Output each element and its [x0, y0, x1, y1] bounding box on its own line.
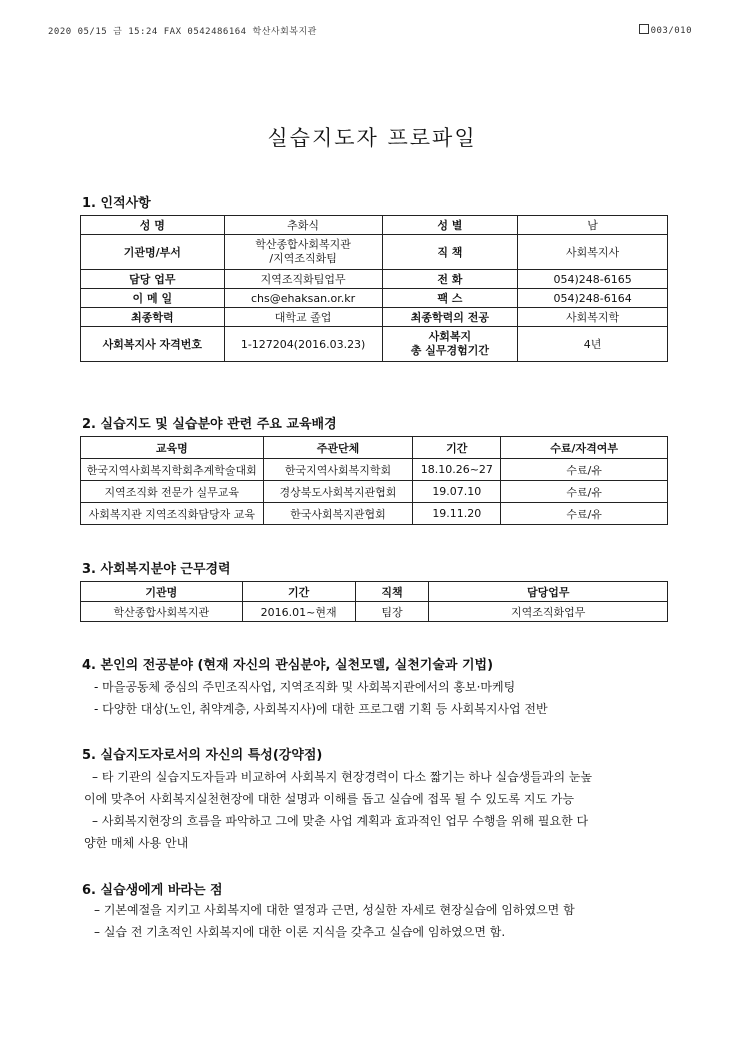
column-header: 직책 — [355, 582, 429, 602]
section3-title: 3. 사회복지분야 근무경력 — [82, 562, 231, 577]
field-value: chs@ehaksan.or.kr — [224, 289, 382, 308]
table-row — [81, 270, 668, 289]
table-row — [81, 459, 668, 481]
section5-line: 양한 매체 사용 안내 — [84, 836, 189, 850]
career-table — [80, 581, 668, 622]
fax-page-text: 003/010 — [650, 26, 692, 36]
personal-info-table — [80, 215, 668, 362]
field-label: 성 별 — [382, 216, 518, 235]
column-header: 교육명 — [81, 437, 264, 459]
table-cell: 18.10.26~27 — [413, 459, 501, 481]
field-value: 추화식 — [224, 216, 382, 235]
field-label: 사회복지 총 실무경험기간 — [382, 327, 518, 362]
page-title: 실습지도자 프로파일 — [267, 126, 477, 150]
section2-title: 2. 실습지도 및 실습분야 관련 주요 교육배경 — [82, 417, 337, 432]
column-header: 수료/자격여부 — [501, 437, 668, 459]
table-cell: 2016.01~현재 — [242, 602, 355, 622]
section6-body — [82, 899, 694, 943]
table-row — [81, 327, 668, 362]
fax-page-icon — [639, 24, 649, 34]
education-table — [80, 436, 668, 525]
table-cell: 한국사회복지관협회 — [263, 503, 413, 525]
section5-title: 5. 실습지도자로서의 자신의 특성(강약점) — [82, 748, 323, 763]
section4-title: 4. 본인의 전공분야 (현재 자신의 관심분야, 실천모델, 실천기술과 기법) — [82, 658, 494, 673]
column-header: 기간 — [242, 582, 355, 602]
field-value: 054)248-6164 — [518, 289, 668, 308]
field-value: 지역조직화팀업무 — [224, 270, 382, 289]
field-value: 4년 — [518, 327, 668, 362]
column-header: 담당업무 — [429, 582, 668, 602]
section5-line: 이에 맞추어 사회복지실천현장에 대한 설명과 이해를 돕고 실습에 접목 될 수 있도록 지도 가능 — [84, 792, 575, 806]
table-cell: 수료/유 — [501, 459, 668, 481]
table-cell: 지역조직화 전문가 실무교육 — [81, 481, 264, 503]
section4-line: - 마을공동체 중심의 주민조직사업, 지역조직화 및 사회복지관에서의 홍보·마케팅 — [94, 680, 516, 694]
table-cell: 학산종합사회복지관 — [81, 602, 243, 622]
table-row — [81, 308, 668, 327]
table-cell: 한국지역사회복지학회추계학술대회 — [81, 459, 264, 481]
table-cell: 19.11.20 — [413, 503, 501, 525]
fax-header-text: 2020 05/15 금 15:24 FAX 0542486164 학산사회복지관 — [48, 27, 317, 37]
field-label: 이 메 일 — [81, 289, 225, 308]
field-label: 팩 스 — [382, 289, 518, 308]
field-value: 사회복지사 — [518, 235, 668, 270]
column-header: 주관단체 — [263, 437, 413, 459]
section5-line: – 사회복지현장의 흐름을 파악하고 그에 맞춘 사업 계획과 효과적인 업무 수행을 위해 필요한 다 — [92, 814, 589, 828]
table-row — [81, 503, 668, 525]
table-cell: 수료/유 — [501, 503, 668, 525]
table-row — [81, 216, 668, 235]
field-label: 성 명 — [81, 216, 225, 235]
fax-page-number — [639, 24, 692, 36]
section5-line: – 타 기관의 실습지도자들과 비교하여 사회복지 현장경력이 다소 짧기는 하나 실습생들과의 눈높 — [92, 770, 593, 784]
table-row — [81, 481, 668, 503]
section6-line: – 실습 전 기초적인 사회복지에 대한 이론 지식을 갖추고 실습에 임하였으면 함. — [94, 925, 506, 939]
fax-header — [48, 24, 692, 37]
table-row — [81, 602, 668, 622]
section1-title: 1. 인적사항 — [82, 196, 151, 211]
field-label: 직 책 — [382, 235, 518, 270]
section5-body — [84, 766, 684, 854]
section6-title: 6. 실습생에게 바라는 점 — [82, 883, 223, 898]
column-header: 기관명 — [81, 582, 243, 602]
table-cell: 19.07.10 — [413, 481, 501, 503]
field-label: 사회복지사 자격번호 — [81, 327, 225, 362]
field-label: 담당 업무 — [81, 270, 225, 289]
section6-line: – 기본예절을 지키고 사회복지에 대한 열정과 근면, 성실한 자세로 현장실습에 임하였으면 함 — [94, 903, 575, 917]
table-row — [81, 289, 668, 308]
table-cell: 한국지역사회복지학회 — [263, 459, 413, 481]
table-cell: 지역조직화업무 — [429, 602, 668, 622]
section4-line: - 다양한 대상(노인, 취약계층, 사회복지사)에 대한 프로그램 기획 등 사회복지사업 전반 — [94, 702, 548, 716]
field-value: 1-127204(2016.03.23) — [224, 327, 382, 362]
table-cell: 사회복지관 지역조직화담당자 교육 — [81, 503, 264, 525]
table-cell: 팀장 — [355, 602, 429, 622]
field-label: 최종학력 — [81, 308, 225, 327]
field-value: 남 — [518, 216, 668, 235]
table-cell: 수료/유 — [501, 481, 668, 503]
field-value: 대학교 졸업 — [224, 308, 382, 327]
field-label: 최종학력의 전공 — [382, 308, 518, 327]
table-cell: 경상북도사회복지관협회 — [263, 481, 413, 503]
column-header: 기간 — [413, 437, 501, 459]
field-value: 학산종합사회복지관 /지역조직화팀 — [224, 235, 382, 270]
field-label: 전 화 — [382, 270, 518, 289]
table-row — [81, 235, 668, 270]
field-value: 사회복지학 — [518, 308, 668, 327]
field-value: 054)248-6165 — [518, 270, 668, 289]
field-label: 기관명/부서 — [81, 235, 225, 270]
section4-body — [82, 676, 694, 720]
